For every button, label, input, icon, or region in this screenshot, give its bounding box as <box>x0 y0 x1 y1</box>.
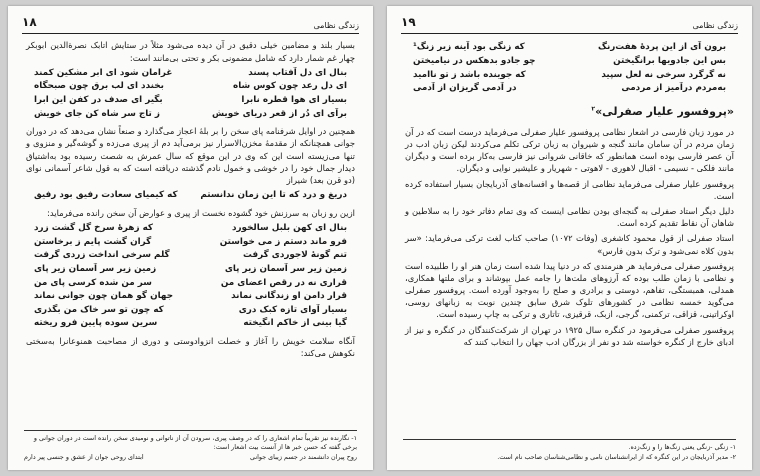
hemistich: تنم گونهٔ لاجوردی گرفت <box>243 250 347 261</box>
footnote-ref: ۲ <box>591 105 596 113</box>
footnotes <box>403 439 736 462</box>
hemistich: زمین زیر سر آسمان زیر پای <box>224 263 347 274</box>
page-19 <box>387 6 752 470</box>
hemistich: که کیمیای سعادت رفیق بود رفیق <box>34 190 178 201</box>
paragraph: بسیار بلند و مضامین خیلی دقیق در آن دیده می‌شود مثلاً در ستایش اتابک نصرةالدین ابوبکر چهار غم شمار دارد که شامل مضمونی بکر و تحتی بی‌مانند است: <box>26 40 355 63</box>
verse-line <box>413 41 726 55</box>
footnote: ۲- مدیر آذربایجان در این کنگره که از ایرانشناسان نامی و نظامی‌شناسان صاحب نام است. <box>497 452 736 461</box>
hemistich: بنال ای دل آفتاب پسند <box>248 67 347 78</box>
verse-block <box>34 222 347 331</box>
page-body <box>387 34 752 348</box>
hemistich: روح پیران دانشمند در جسم زیبای جوانی <box>250 452 357 461</box>
hemistich: بخندد ای لب برق چون صبحگاه <box>34 81 164 92</box>
paragraph: پروفسور صفرلی می‌فرمود در کنگره سال ۱۹۲۵ در تهران از شرکت‌کنندگان در کنگره و نیز از ادبای خارج از کنگره خواسته شد دو نفر از بزرگان ادب جهان را انتخاب کنند که <box>405 324 735 347</box>
page-number: ۱۹ <box>401 15 416 29</box>
hemistich: فرو ماند دستم ز می خواستن <box>219 236 347 247</box>
running-header <box>22 14 359 34</box>
verse-line <box>413 55 726 69</box>
verse-line <box>413 82 726 96</box>
verse-line <box>34 94 347 108</box>
hemistich: ای دل رعد چون کوس شاه <box>233 81 347 92</box>
verse-block <box>34 189 347 203</box>
paragraph: ازین رو زبان به سرزنش خود گشوده نخست از پیری و عوارض آن سخن رانده می‌فرماید: <box>47 207 355 218</box>
verse-line <box>34 108 347 122</box>
hemistich: بگیر ای صدف در کفن این ابرا <box>34 95 163 106</box>
hemistich: قراری نه در رقص اعضای من <box>220 277 347 288</box>
hemistich: ابتدای روحی جوان از عشق و جنسی پیر دارم <box>24 452 144 461</box>
paragraph: همچنین در اوایل شرفنامه پای سخن را بر بلهٔ اعجاز می‌گذارد و صنعاً نشان می‌دهد که در دوران جوانی همچنانکه از مقدمهٔ مخزن‌الاسرار نیز برمی‌آید دم از پیری می‌زده و گوشه‌گیر و منزوی و تنها می‌زیسته است این که وی در این موقع که سال عمرش به شصت رسیده بود به‌اشتیاق دیدار جمال خود را در خوشی و خمول نادم گذشته دریافته است که به قول شاعر آسمانی نوای (دو قرن بعد) شیراز <box>26 126 355 186</box>
hemistich: بنال ای کهن بلبل سالخورد <box>231 223 347 234</box>
verse-line <box>34 304 347 318</box>
hemistich: که زنگی بود آینه زیر زنگ¹ <box>413 42 525 53</box>
verse-block <box>34 67 347 122</box>
hemistich: سر من شده کرسی پای من <box>34 277 152 288</box>
hemistich: که جوینده باشد ز تو ناامید <box>413 69 526 80</box>
verse-line <box>34 277 347 291</box>
verse-line <box>34 67 347 81</box>
verse-line <box>34 249 347 263</box>
verse-block <box>413 41 726 96</box>
section-title <box>405 104 734 120</box>
hemistich: گلم سرخی انداخت زردی گرفت <box>34 250 170 261</box>
verse-line <box>34 236 347 250</box>
page-18 <box>8 6 373 470</box>
footnote-verse <box>24 453 357 462</box>
hemistich: نه گرگرد سرخی نه لعل سپید <box>601 69 726 80</box>
paragraph: آنگاه سلامت خویش را آغاز و خصلت انزوادوستی و دوری از مصاحبت همنوعانرا به‌سختی نکوهش می‌کند: <box>26 336 355 359</box>
verse-line <box>34 317 347 331</box>
verse-line <box>34 263 347 277</box>
hemistich: دریغ و درد که تا این زمان ندانستم <box>200 190 347 201</box>
hemistich: در آدمی گریزان از آدمی <box>413 83 517 94</box>
hemistich: به‌مردم درآمیز از مردمی <box>621 83 726 94</box>
hemistich: ز تاج سر شاه کن جای خویش <box>34 108 160 119</box>
footnotes <box>24 430 357 462</box>
verse-line <box>34 80 347 94</box>
hemistich: گران گشت پایم ز برخاستن <box>34 236 152 247</box>
verse-line <box>34 222 347 236</box>
hemistich: برآی ای دُر از قعر دریای خویش <box>211 108 347 119</box>
paragraph: دلیل دیگر استاد صفرلی به گنجه‌ای بودن نظامی اینست که وی تمام دفاتر خود را به سلاطین و شاهان آن نقاط تقدیم کرده است. <box>405 205 734 229</box>
verse-line <box>34 189 347 203</box>
hemistich: زمین زیر سر آسمان زیر پای <box>34 263 157 274</box>
hemistich: که چون تو سر خاک من بگذری <box>34 304 164 315</box>
hemistich: برون آی از این پردهٔ هفت‌رنگ <box>597 42 726 53</box>
paragraph: پروفسور علیار صفرلی می‌فرماید نظامی از قصه‌ها و افسانه‌های آذربایجان بسیار استفاده کرده است. <box>405 178 734 201</box>
footnote: ۱- نگارنده نیز تقریباً تمام اشعاری را که در وصف پیری، سرودن آن از ناتوانی و نومیدی سخن رانده است در دوران جوانی و برخی گفته که حسن خبر ها از آنست بیت اشعار است: <box>33 434 357 452</box>
paragraph: پروفسور صفرلی می‌فرماید هر هنرمندی که در دنیا پیدا شده است زمان هنر او را طلبیده است و نظامی با زمان طلب بوده که آرزوهای ملت‌ها را جامه عمل بپوشاند و برای ملتها همکاری، همدلی، همبستگی، تفاهم، دوستی و برادری و صلح را به‌وجود آورده است. پروفسور صفرلی می‌گوید خمسه نظامی در کشورهای تلوک شرق سابق چندین نوبت به زبانهای روسی، اوکراتینی، قزاقی، ترکمنی، گرجی، ازبک، قرقیزی، تاتاری و ترکی به چاپ رسیده است. <box>405 260 734 320</box>
paragraph: استاد صفرلی از قول محمود کاشغری (وفات ۱۰۷۲) صاحب کتاب لغت ترکی می‌فرماید: «سر بدون کلاه نمی‌شود و ترک بدون فارس» <box>405 233 734 256</box>
hemistich: جهان گو همان چون جوانی نماند <box>34 291 174 302</box>
hemistich: قرار دامن او زندگانی نماند <box>231 291 347 302</box>
section-title-text: «پروفسور علیار صفرلی» <box>595 104 734 118</box>
hemistich: غرامان شود ای ابر مشکین کمند <box>34 67 173 78</box>
paragraph: در مورد زبان فارسی در اشعار نظامی پروفسور علیار صفرلی می‌فرماید درست است که در آن زمان مردم در آن سامان مانند گنجه و شیروان به زبان ترکی تکلم می‌کردند لیکن زبان ادب در آن عصر فارسی بوده است همانطور که خاقانی شروانی نیز فارسی به‌کار برده است و دیگران مانند فلکی - نسیمی - اقبال لاهوری - لاهوتی - شهریار و علیشیر نوایی و دیگران. <box>405 126 734 174</box>
verse-line <box>34 290 347 304</box>
hemistich: بسیار آوای تازه کبک دری <box>238 304 347 315</box>
hemistich: چو جادو بدهکس در نیامیختن <box>413 56 536 67</box>
hemistich: گیا بینی از خاکم انگیخته <box>243 318 347 329</box>
running-head-title: زندگی نظامی <box>313 20 359 30</box>
hemistich: بس این جادویها برانگیختن <box>613 56 726 67</box>
hemistich: بسیار ای هوا قطره نابرا <box>241 95 347 106</box>
page-body <box>8 34 373 359</box>
hemistich: که زهرهٔ سرخ گل گشت زرد <box>34 223 154 234</box>
footnote: ۱- زنگی -زنگی یعنی زنگ‌ها را و زنگ‌زده. <box>628 443 736 452</box>
verse-line <box>413 69 726 83</box>
running-head-title: زندگی نظامی <box>692 20 738 30</box>
hemistich: سرین سوده پایین فرو ریخته <box>34 318 158 329</box>
page-number: ۱۸ <box>22 15 37 29</box>
running-header <box>401 14 738 34</box>
